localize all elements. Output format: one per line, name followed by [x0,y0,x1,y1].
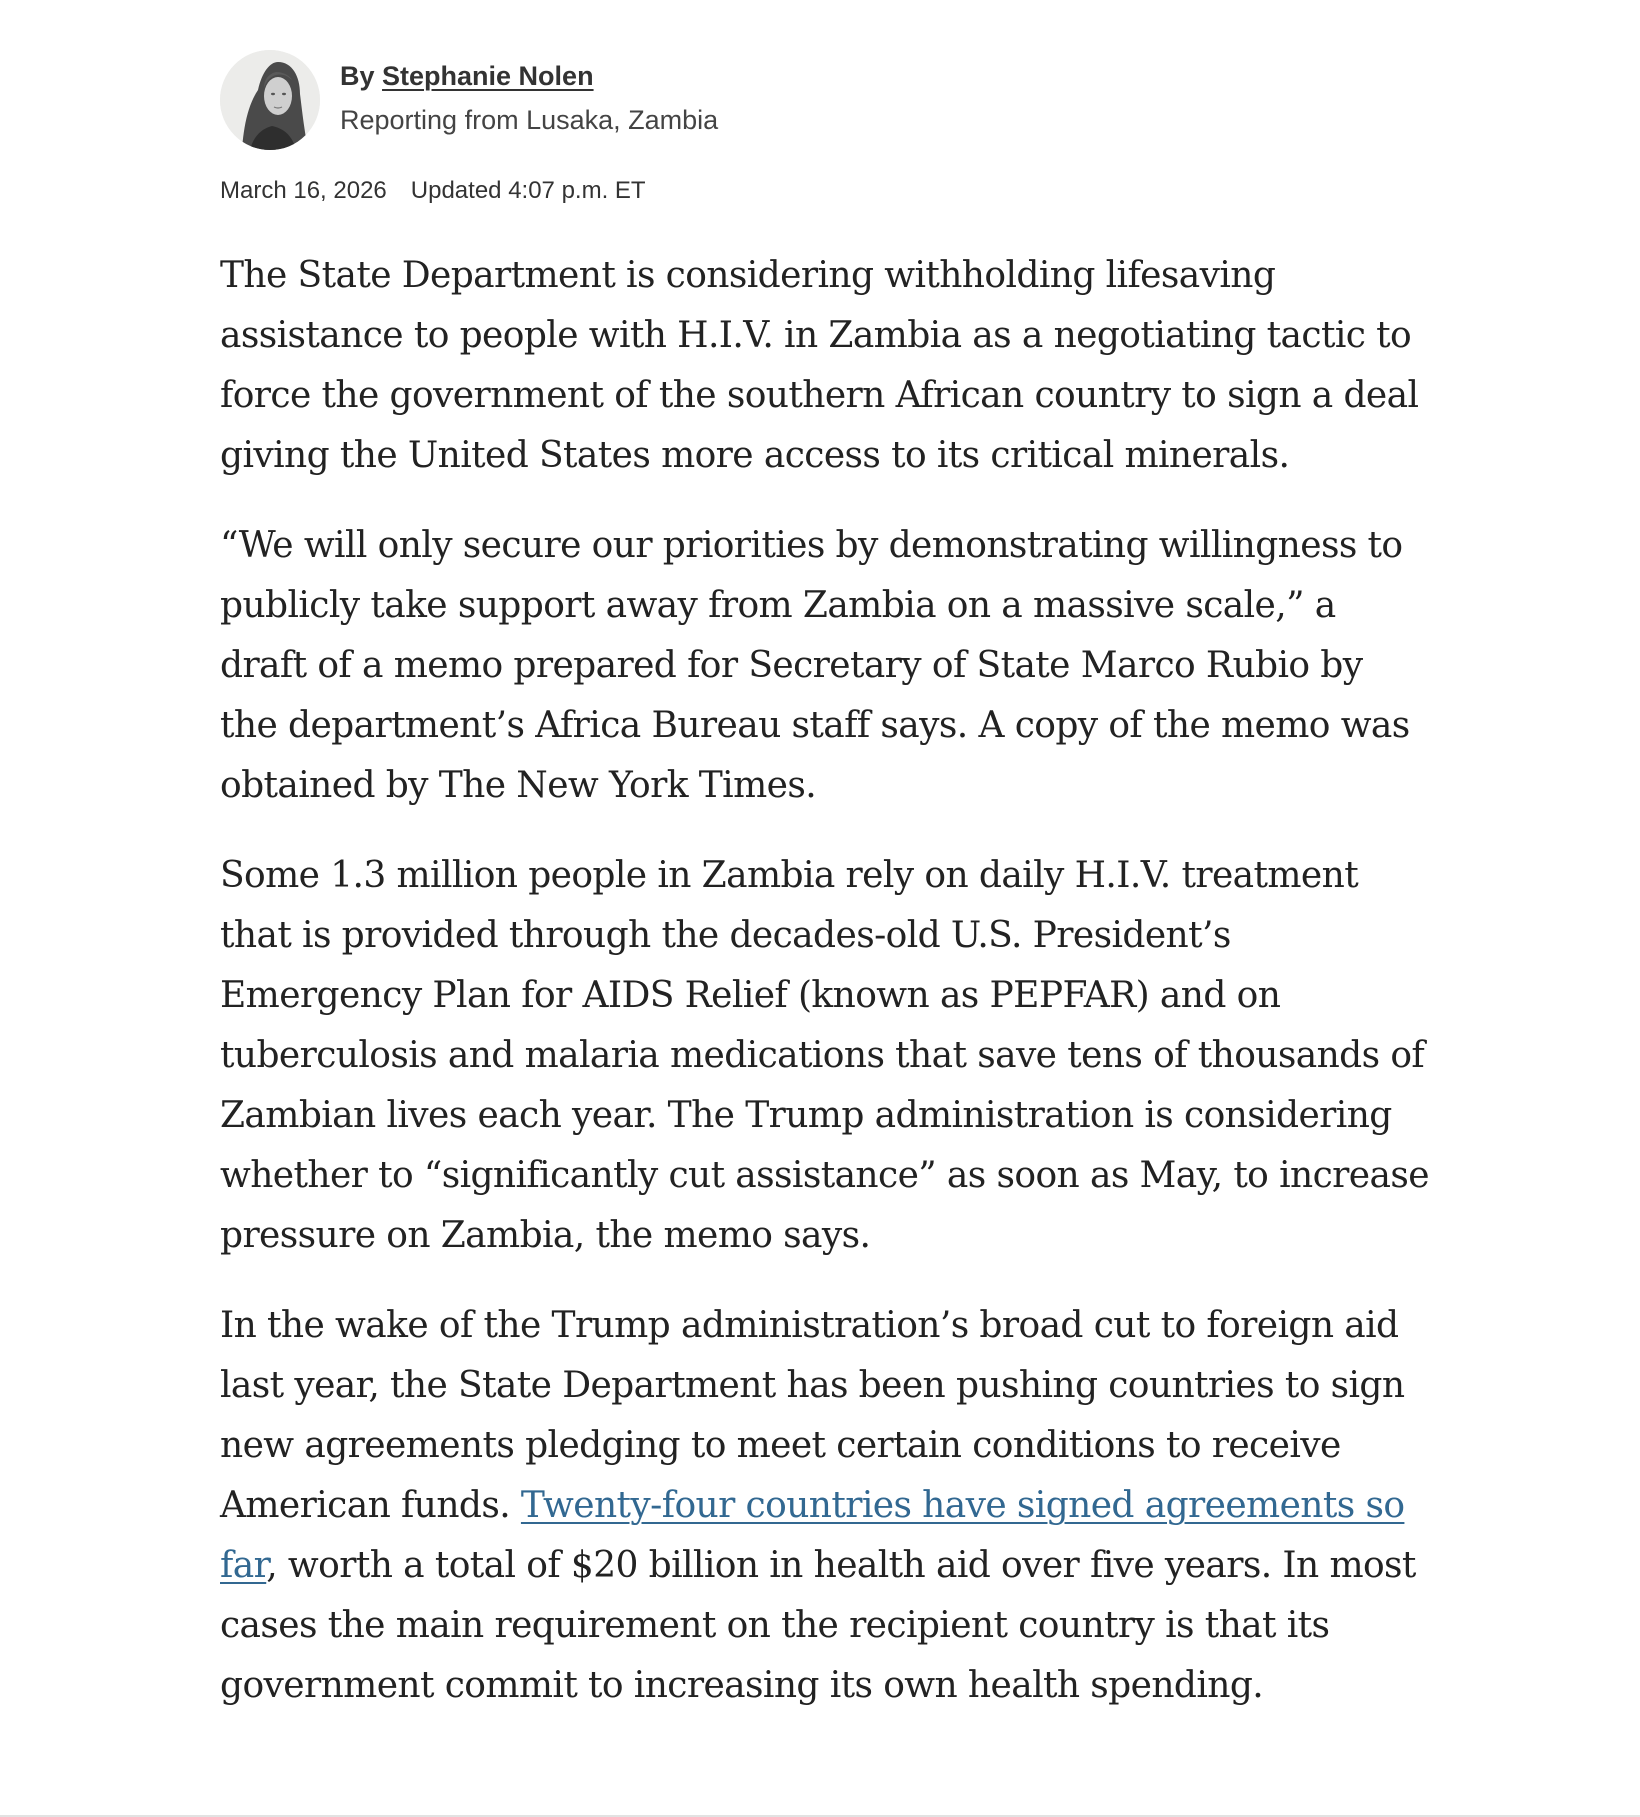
author-name-link[interactable]: Stephanie Nolen [382,61,594,91]
reporting-location: Reporting from Lusaka, Zambia [340,105,719,135]
byline-prefix: By [340,61,383,91]
article-body [220,246,1430,1746]
paragraph-3: Some 1.3 million people in Zambia rely on daily H.I.V. treatment that is provided through the decades-old U.S. President’s Emergency Plan for AIDS Relief (known as PEPFAR) and on tuberculosis and malaria medications that save tens of thousands of Zambian lives each year. The Trump administration is considering whether to “significantly cut assistance” as soon as May, to increase pressure on Zambia, the memo says. [220,855,1429,1256]
author-avatar[interactable] [220,50,320,150]
paragraph-4-tail: , worth a total of $20 billion in health aid over five years. In most cases the main requirement on the recipient country is that its government commit to increasing its own health spending. [220,1545,1416,1706]
paragraph-1: The State Department is considering withholding lifesaving assistance to people with H.I.V. in Zambia as a negotiating tactic to force the government of the southern African country to sign a deal giving the United States more access to its critical minerals. [220,255,1419,476]
paragraph-4-lead: In the wake of the Trump administration’s broad cut to foreign aid last year, the State Department has been pushing countries to sign new agreements pledging to meet certain conditions to receive American funds. [220,1305,1405,1526]
paragraph-4 [220,1296,1430,1716]
byline [220,50,718,152]
byline-text [340,50,718,140]
byline-name-line [340,56,718,96]
dateline [220,176,646,206]
updated-time: Updated 4:07 p.m. ET [410,177,646,204]
paragraph-2: “We will only secure our priorities by demonstrating willingness to publicly take support away from Zambia on a massive scale,” a draft of a memo prepared for Secretary of State Marco Rubio by the department’s Africa Bureau staff says. A copy of the memo was obtained by The New York Times. [220,525,1410,806]
publish-date: March 16, 2026 [220,177,387,204]
author-portrait-icon [220,50,320,150]
agreements-link[interactable]: Twenty-four countries have signed agreements so far [220,1485,1405,1586]
